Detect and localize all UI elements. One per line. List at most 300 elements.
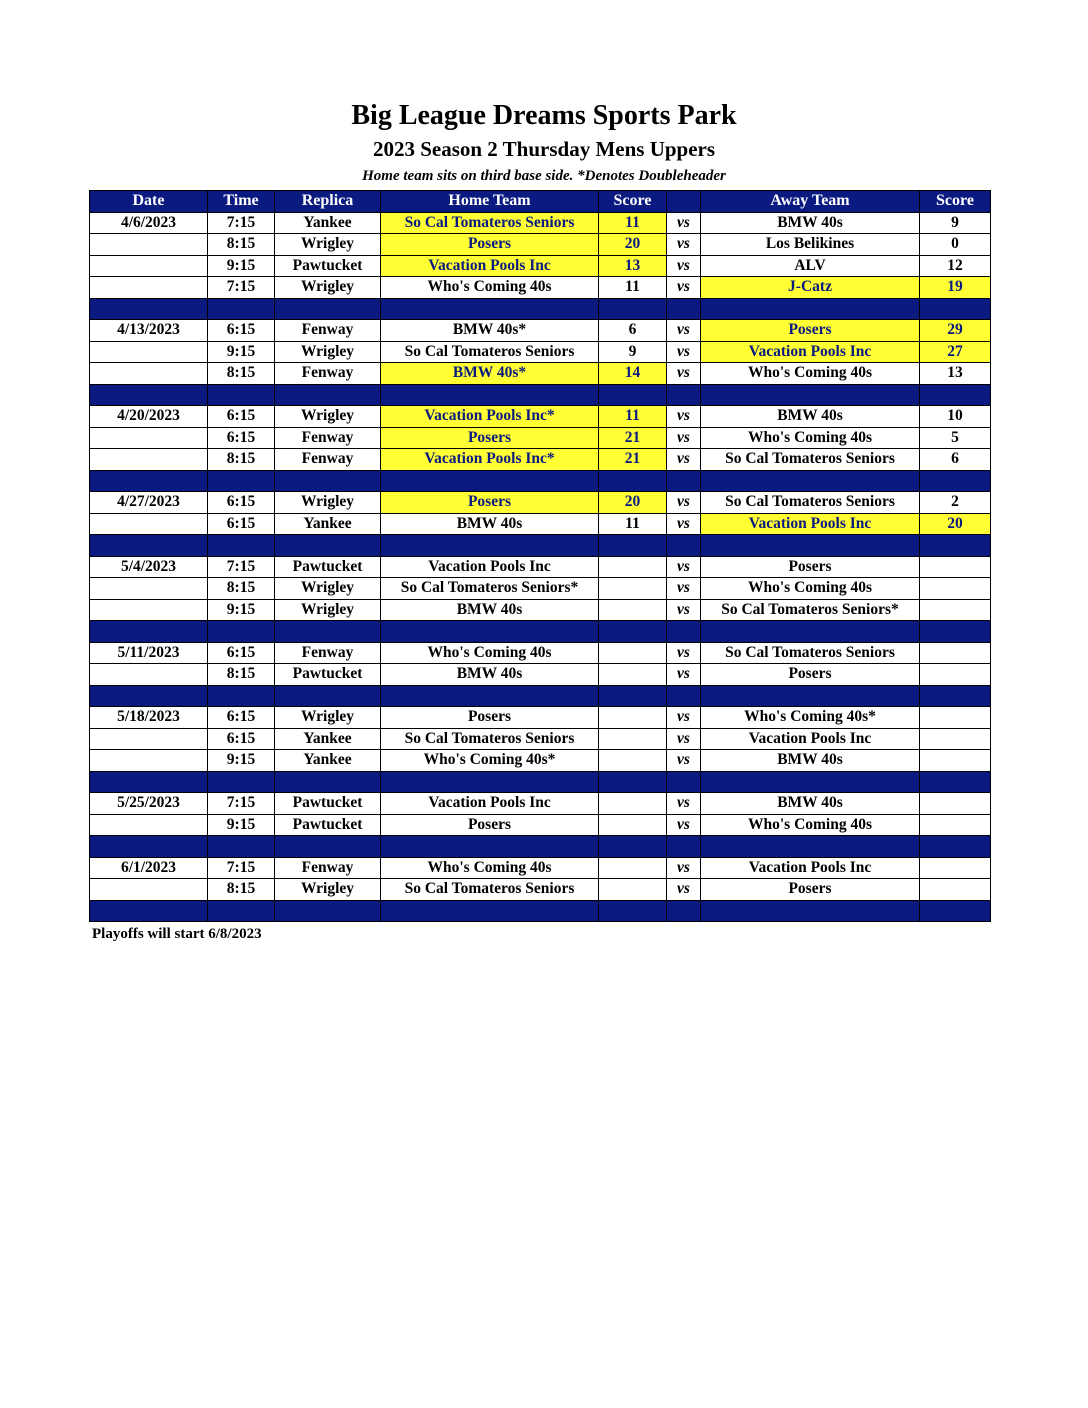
separator-cell xyxy=(920,900,991,922)
table-row xyxy=(90,750,991,772)
separator-cell xyxy=(275,836,381,858)
week-separator-row xyxy=(90,535,991,557)
separator-cell xyxy=(208,685,275,707)
separator-cell xyxy=(208,298,275,320)
replica-cell: Wrigley xyxy=(275,599,381,621)
home-score-cell: 11 xyxy=(599,406,667,428)
week-separator-row xyxy=(90,836,991,858)
time-cell: 8:15 xyxy=(208,664,275,686)
away-team-cell: Vacation Pools Inc xyxy=(701,341,920,363)
away-score-cell: 12 xyxy=(920,255,991,277)
replica-cell: Wrigley xyxy=(275,341,381,363)
page-title: Big League Dreams Sports Park xyxy=(351,100,737,131)
away-score-cell: 5 xyxy=(920,427,991,449)
away-team-cell: BMW 40s xyxy=(701,750,920,772)
home-team-cell: Posers xyxy=(381,492,599,514)
table-row xyxy=(90,341,991,363)
date-cell xyxy=(90,728,208,750)
table-row xyxy=(90,320,991,342)
away-team-cell: Posers xyxy=(701,320,920,342)
date-cell: 5/25/2023 xyxy=(90,793,208,815)
home-score-cell: 11 xyxy=(599,212,667,234)
time-cell: 6:15 xyxy=(208,707,275,729)
home-score-cell xyxy=(599,728,667,750)
separator-cell xyxy=(208,384,275,406)
time-cell: 9:15 xyxy=(208,750,275,772)
away-team-cell: So Cal Tomateros Seniors xyxy=(701,642,920,664)
away-score-cell xyxy=(920,814,991,836)
vs-cell: vs xyxy=(667,492,701,514)
separator-cell xyxy=(275,621,381,643)
away-score-cell: 10 xyxy=(920,406,991,428)
separator-cell xyxy=(667,685,701,707)
home-team-cell: Who's Coming 40s xyxy=(381,277,599,299)
time-cell: 6:15 xyxy=(208,642,275,664)
separator-cell xyxy=(381,298,599,320)
home-team-cell: BMW 40s xyxy=(381,664,599,686)
home-score-cell xyxy=(599,642,667,664)
table-row xyxy=(90,814,991,836)
separator-cell xyxy=(667,771,701,793)
home-team-cell: BMW 40s* xyxy=(381,363,599,385)
home-team-cell: BMW 40s* xyxy=(381,320,599,342)
time-cell: 6:15 xyxy=(208,406,275,428)
separator-cell xyxy=(920,470,991,492)
vs-cell: vs xyxy=(667,707,701,729)
away-score-cell xyxy=(920,578,991,600)
home-score-cell: 6 xyxy=(599,320,667,342)
date-cell xyxy=(90,750,208,772)
home-score-cell xyxy=(599,707,667,729)
home-team-cell: Vacation Pools Inc* xyxy=(381,406,599,428)
away-score-cell xyxy=(920,599,991,621)
home-score-cell xyxy=(599,556,667,578)
table-row xyxy=(90,879,991,901)
vs-cell: vs xyxy=(667,814,701,836)
home-team-cell: Vacation Pools Inc xyxy=(381,793,599,815)
replica-cell: Yankee xyxy=(275,513,381,535)
separator-cell xyxy=(599,900,667,922)
time-cell: 9:15 xyxy=(208,814,275,836)
col-header-vs xyxy=(667,191,701,213)
vs-cell: vs xyxy=(667,556,701,578)
vs-cell: vs xyxy=(667,255,701,277)
home-team-cell: Posers xyxy=(381,707,599,729)
separator-cell xyxy=(90,621,208,643)
replica-cell: Pawtucket xyxy=(275,814,381,836)
vs-cell: vs xyxy=(667,341,701,363)
separator-cell xyxy=(275,298,381,320)
away-team-cell: Who's Coming 40s xyxy=(701,427,920,449)
week-separator-row xyxy=(90,900,991,922)
separator-cell xyxy=(275,470,381,492)
col-header-away-score: Score xyxy=(920,191,991,213)
home-score-cell xyxy=(599,793,667,815)
vs-cell: vs xyxy=(667,857,701,879)
separator-cell xyxy=(90,900,208,922)
time-cell: 7:15 xyxy=(208,556,275,578)
home-score-cell xyxy=(599,750,667,772)
home-team-cell: Posers xyxy=(381,427,599,449)
away-team-cell: J-Catz xyxy=(701,277,920,299)
vs-cell: vs xyxy=(667,234,701,256)
separator-cell xyxy=(920,685,991,707)
separator-cell xyxy=(381,535,599,557)
time-cell: 6:15 xyxy=(208,513,275,535)
time-cell: 8:15 xyxy=(208,578,275,600)
separator-cell xyxy=(920,836,991,858)
separator-cell xyxy=(920,384,991,406)
away-score-cell xyxy=(920,857,991,879)
away-score-cell xyxy=(920,750,991,772)
table-row xyxy=(90,277,991,299)
separator-cell xyxy=(667,298,701,320)
away-team-cell: Posers xyxy=(701,879,920,901)
separator-cell xyxy=(701,298,920,320)
away-team-cell: Who's Coming 40s* xyxy=(701,707,920,729)
home-team-cell: Who's Coming 40s xyxy=(381,642,599,664)
replica-cell: Pawtucket xyxy=(275,664,381,686)
separator-cell xyxy=(381,900,599,922)
separator-cell xyxy=(599,384,667,406)
away-team-cell: Posers xyxy=(701,556,920,578)
separator-cell xyxy=(667,535,701,557)
separator-cell xyxy=(599,535,667,557)
away-team-cell: Los Belikines xyxy=(701,234,920,256)
replica-cell: Wrigley xyxy=(275,578,381,600)
time-cell: 9:15 xyxy=(208,341,275,363)
away-score-cell xyxy=(920,664,991,686)
separator-cell xyxy=(599,836,667,858)
separator-cell xyxy=(920,771,991,793)
time-cell: 6:15 xyxy=(208,728,275,750)
table-row xyxy=(90,513,991,535)
separator-cell xyxy=(599,685,667,707)
date-cell: 5/4/2023 xyxy=(90,556,208,578)
vs-cell: vs xyxy=(667,406,701,428)
separator-cell xyxy=(208,900,275,922)
date-cell xyxy=(90,578,208,600)
table-row xyxy=(90,707,991,729)
table-row xyxy=(90,449,991,471)
col-header-away-team: Away Team xyxy=(701,191,920,213)
separator-cell xyxy=(599,771,667,793)
table-row xyxy=(90,578,991,600)
time-cell: 8:15 xyxy=(208,449,275,471)
table-row xyxy=(90,427,991,449)
vs-cell: vs xyxy=(667,642,701,664)
vs-cell: vs xyxy=(667,599,701,621)
away-score-cell xyxy=(920,793,991,815)
replica-cell: Wrigley xyxy=(275,707,381,729)
table-row xyxy=(90,793,991,815)
vs-cell: vs xyxy=(667,363,701,385)
home-team-cell: So Cal Tomateros Seniors xyxy=(381,212,599,234)
replica-cell: Fenway xyxy=(275,449,381,471)
separator-cell xyxy=(275,771,381,793)
home-score-cell xyxy=(599,599,667,621)
away-score-cell: 0 xyxy=(920,234,991,256)
away-team-cell: Vacation Pools Inc xyxy=(701,728,920,750)
col-header-replica: Replica xyxy=(275,191,381,213)
away-score-cell: 19 xyxy=(920,277,991,299)
table-row xyxy=(90,556,991,578)
vs-cell: vs xyxy=(667,578,701,600)
separator-cell xyxy=(599,298,667,320)
home-score-cell xyxy=(599,578,667,600)
separator-cell xyxy=(208,621,275,643)
date-cell: 4/20/2023 xyxy=(90,406,208,428)
replica-cell: Pawtucket xyxy=(275,793,381,815)
separator-cell xyxy=(90,384,208,406)
week-separator-row xyxy=(90,384,991,406)
vs-cell: vs xyxy=(667,728,701,750)
date-cell: 4/27/2023 xyxy=(90,492,208,514)
replica-cell: Fenway xyxy=(275,427,381,449)
time-cell: 9:15 xyxy=(208,255,275,277)
date-cell xyxy=(90,599,208,621)
schedule-note: Home team sits on third base side. *Denotes Doubleheader xyxy=(362,168,726,184)
away-team-cell: Posers xyxy=(701,664,920,686)
away-score-cell: 2 xyxy=(920,492,991,514)
date-cell xyxy=(90,449,208,471)
separator-cell xyxy=(667,470,701,492)
time-cell: 8:15 xyxy=(208,234,275,256)
separator-cell xyxy=(208,771,275,793)
away-team-cell: Who's Coming 40s xyxy=(701,814,920,836)
date-cell: 6/1/2023 xyxy=(90,857,208,879)
vs-cell: vs xyxy=(667,427,701,449)
separator-cell xyxy=(275,535,381,557)
away-score-cell: 20 xyxy=(920,513,991,535)
vs-cell: vs xyxy=(667,212,701,234)
playoffs-note: Playoffs will start 6/8/2023 xyxy=(92,926,262,942)
time-cell: 8:15 xyxy=(208,879,275,901)
separator-cell xyxy=(667,384,701,406)
away-team-cell: Vacation Pools Inc xyxy=(701,513,920,535)
away-score-cell xyxy=(920,879,991,901)
home-score-cell: 21 xyxy=(599,449,667,471)
replica-cell: Fenway xyxy=(275,363,381,385)
col-header-home-score: Score xyxy=(599,191,667,213)
replica-cell: Fenway xyxy=(275,320,381,342)
replica-cell: Yankee xyxy=(275,728,381,750)
date-cell xyxy=(90,513,208,535)
separator-cell xyxy=(701,535,920,557)
date-cell xyxy=(90,255,208,277)
separator-cell xyxy=(275,384,381,406)
separator-cell xyxy=(275,685,381,707)
table-row xyxy=(90,599,991,621)
away-score-cell: 13 xyxy=(920,363,991,385)
home-score-cell: 13 xyxy=(599,255,667,277)
separator-cell xyxy=(667,836,701,858)
separator-cell xyxy=(920,535,991,557)
separator-cell xyxy=(701,771,920,793)
time-cell: 7:15 xyxy=(208,212,275,234)
home-team-cell: So Cal Tomateros Seniors xyxy=(381,728,599,750)
home-team-cell: Vacation Pools Inc xyxy=(381,255,599,277)
away-team-cell: BMW 40s xyxy=(701,793,920,815)
home-score-cell: 20 xyxy=(599,234,667,256)
home-team-cell: Who's Coming 40s* xyxy=(381,750,599,772)
replica-cell: Wrigley xyxy=(275,277,381,299)
home-score-cell xyxy=(599,814,667,836)
table-row xyxy=(90,234,991,256)
home-team-cell: Who's Coming 40s xyxy=(381,857,599,879)
away-team-cell: BMW 40s xyxy=(701,406,920,428)
replica-cell: Pawtucket xyxy=(275,556,381,578)
week-separator-row xyxy=(90,470,991,492)
separator-cell xyxy=(381,384,599,406)
page-subtitle: 2023 Season 2 Thursday Mens Uppers xyxy=(372,137,716,161)
col-header-date: Date xyxy=(90,191,208,213)
table-row xyxy=(90,664,991,686)
vs-cell: vs xyxy=(667,513,701,535)
home-score-cell: 11 xyxy=(599,513,667,535)
table-row xyxy=(90,492,991,514)
time-cell: 7:15 xyxy=(208,857,275,879)
away-team-cell: Who's Coming 40s xyxy=(701,578,920,600)
separator-cell xyxy=(701,384,920,406)
replica-cell: Yankee xyxy=(275,750,381,772)
home-team-cell: BMW 40s xyxy=(381,599,599,621)
replica-cell: Pawtucket xyxy=(275,255,381,277)
home-score-cell: 11 xyxy=(599,277,667,299)
separator-cell xyxy=(381,685,599,707)
home-score-cell xyxy=(599,857,667,879)
away-team-cell: So Cal Tomateros Seniors xyxy=(701,449,920,471)
separator-cell xyxy=(667,900,701,922)
date-cell xyxy=(90,341,208,363)
home-team-cell: So Cal Tomateros Seniors xyxy=(381,341,599,363)
away-score-cell: 27 xyxy=(920,341,991,363)
table-row xyxy=(90,363,991,385)
away-team-cell: Who's Coming 40s xyxy=(701,363,920,385)
replica-cell: Fenway xyxy=(275,642,381,664)
away-team-cell: BMW 40s xyxy=(701,212,920,234)
separator-cell xyxy=(667,621,701,643)
date-cell xyxy=(90,814,208,836)
date-cell xyxy=(90,664,208,686)
table-header-row xyxy=(90,191,991,213)
home-team-cell: Vacation Pools Inc xyxy=(381,556,599,578)
separator-cell xyxy=(90,771,208,793)
date-cell: 5/18/2023 xyxy=(90,707,208,729)
week-separator-row xyxy=(90,621,991,643)
vs-cell: vs xyxy=(667,793,701,815)
separator-cell xyxy=(90,298,208,320)
separator-cell xyxy=(920,298,991,320)
replica-cell: Wrigley xyxy=(275,234,381,256)
home-team-cell: Posers xyxy=(381,814,599,836)
separator-cell xyxy=(701,900,920,922)
date-cell xyxy=(90,363,208,385)
schedule-table xyxy=(89,190,991,922)
time-cell: 6:15 xyxy=(208,492,275,514)
separator-cell xyxy=(599,621,667,643)
table-row xyxy=(90,406,991,428)
separator-cell xyxy=(208,535,275,557)
home-score-cell xyxy=(599,879,667,901)
separator-cell xyxy=(599,470,667,492)
separator-cell xyxy=(701,685,920,707)
table-row xyxy=(90,255,991,277)
table-row xyxy=(90,642,991,664)
schedule-body xyxy=(90,212,991,922)
separator-cell xyxy=(920,621,991,643)
vs-cell: vs xyxy=(667,664,701,686)
replica-cell: Wrigley xyxy=(275,879,381,901)
home-team-cell: So Cal Tomateros Seniors* xyxy=(381,578,599,600)
separator-cell xyxy=(381,771,599,793)
date-cell xyxy=(90,427,208,449)
away-score-cell xyxy=(920,728,991,750)
away-team-cell: Vacation Pools Inc xyxy=(701,857,920,879)
home-score-cell: 9 xyxy=(599,341,667,363)
home-score-cell: 21 xyxy=(599,427,667,449)
date-cell: 4/6/2023 xyxy=(90,212,208,234)
home-team-cell: So Cal Tomateros Seniors xyxy=(381,879,599,901)
time-cell: 9:15 xyxy=(208,599,275,621)
separator-cell xyxy=(381,836,599,858)
separator-cell xyxy=(701,836,920,858)
date-cell: 4/13/2023 xyxy=(90,320,208,342)
replica-cell: Yankee xyxy=(275,212,381,234)
col-header-time: Time xyxy=(208,191,275,213)
separator-cell xyxy=(381,470,599,492)
time-cell: 7:15 xyxy=(208,277,275,299)
separator-cell xyxy=(275,900,381,922)
table-row xyxy=(90,728,991,750)
home-team-cell: Vacation Pools Inc* xyxy=(381,449,599,471)
away-score-cell xyxy=(920,707,991,729)
separator-cell xyxy=(381,621,599,643)
replica-cell: Fenway xyxy=(275,857,381,879)
away-score-cell xyxy=(920,556,991,578)
col-header-home-team: Home Team xyxy=(381,191,599,213)
home-score-cell: 20 xyxy=(599,492,667,514)
home-team-cell: Posers xyxy=(381,234,599,256)
separator-cell xyxy=(90,836,208,858)
away-score-cell: 29 xyxy=(920,320,991,342)
vs-cell: vs xyxy=(667,750,701,772)
date-cell xyxy=(90,277,208,299)
week-separator-row xyxy=(90,771,991,793)
time-cell: 6:15 xyxy=(208,320,275,342)
date-cell xyxy=(90,234,208,256)
home-score-cell: 14 xyxy=(599,363,667,385)
time-cell: 6:15 xyxy=(208,427,275,449)
home-score-cell xyxy=(599,664,667,686)
separator-cell xyxy=(208,836,275,858)
away-team-cell: So Cal Tomateros Seniors xyxy=(701,492,920,514)
separator-cell xyxy=(90,685,208,707)
separator-cell xyxy=(701,470,920,492)
separator-cell xyxy=(90,470,208,492)
away-team-cell: So Cal Tomateros Seniors* xyxy=(701,599,920,621)
vs-cell: vs xyxy=(667,320,701,342)
vs-cell: vs xyxy=(667,277,701,299)
table-row xyxy=(90,212,991,234)
separator-cell xyxy=(208,470,275,492)
away-score-cell: 9 xyxy=(920,212,991,234)
vs-cell: vs xyxy=(667,879,701,901)
week-separator-row xyxy=(90,685,991,707)
separator-cell xyxy=(701,621,920,643)
replica-cell: Wrigley xyxy=(275,492,381,514)
away-score-cell: 6 xyxy=(920,449,991,471)
